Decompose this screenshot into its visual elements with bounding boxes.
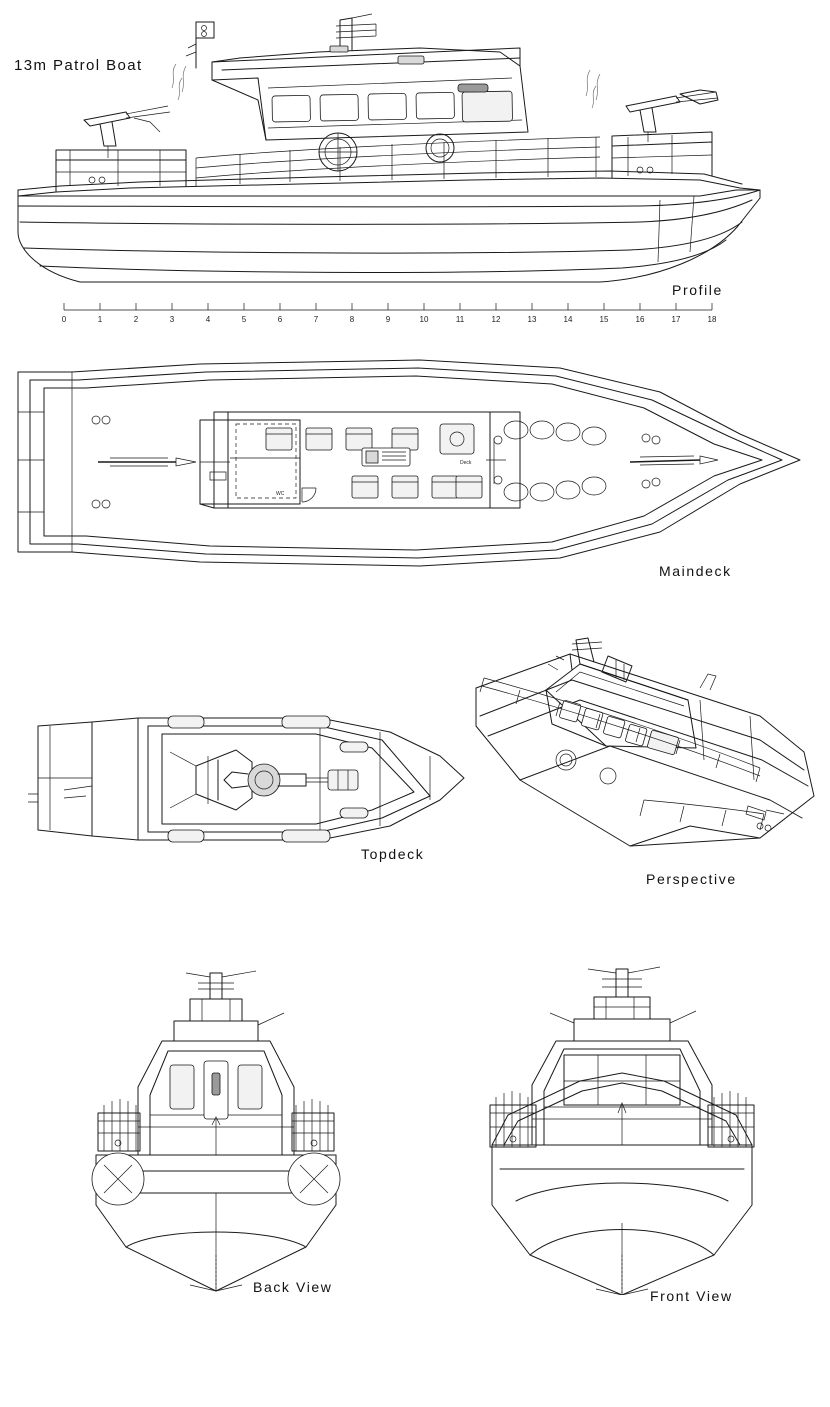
scale-tick-label: 18 (707, 315, 717, 324)
scale-tick-label: 12 (491, 315, 501, 324)
scale-tick-label: 16 (635, 315, 645, 324)
scale-tick-label: 4 (205, 315, 211, 324)
scale-tick-label: 11 (455, 315, 465, 324)
scale-tick-label: 7 (313, 315, 319, 324)
label-perspective: Perspective (646, 871, 737, 887)
scale-tick-label: 1 (97, 315, 103, 324)
profile-weapon-fwd (626, 90, 718, 142)
svg-text:WC: WC (276, 491, 285, 497)
view-topdeck (20, 690, 480, 920)
topdeck-mast (170, 750, 358, 810)
scale-tick-label: 15 (599, 315, 609, 324)
maindeck-bow-equipment (486, 412, 606, 508)
page-title: 13m Patrol Boat (14, 57, 143, 74)
topdeck-outline (28, 718, 464, 840)
label-profile: Profile (672, 282, 723, 298)
scale-tick-label: 3 (169, 315, 175, 324)
back-superstructure (138, 971, 294, 1155)
profile-hull (18, 171, 760, 282)
scale-tick-label: 0 (61, 315, 67, 324)
scale-tick-label: 17 (671, 315, 681, 324)
view-front (470, 955, 800, 1295)
scale-tick-label: 2 (133, 315, 139, 324)
label-front-view: Front View (650, 1288, 733, 1304)
scale-tick-label: 10 (419, 315, 429, 324)
view-back (70, 955, 400, 1295)
scale-tick-label: 14 (563, 315, 573, 324)
scale-tick-label: 5 (241, 315, 247, 324)
scale-tick-label: 13 (527, 315, 537, 324)
profile-deck-structure (56, 132, 712, 192)
profile-wheelhouse (186, 14, 528, 140)
front-superstructure (532, 967, 712, 1145)
label-maindeck: Maindeck (659, 563, 732, 579)
perspective-superstructure (546, 638, 696, 755)
profile-scale-bar (62, 303, 717, 324)
scale-tick-label: 8 (349, 315, 355, 324)
label-topdeck: Topdeck (361, 846, 425, 862)
perspective-railing (480, 678, 764, 830)
scale-tick-label: 9 (385, 315, 391, 324)
scale-tick-label: 6 (277, 315, 283, 324)
label-back-view: Back View (253, 1279, 333, 1295)
view-perspective (460, 630, 830, 890)
maindeck-seats (266, 424, 482, 498)
front-hull (492, 1145, 752, 1295)
svg-text:Deck: Deck (460, 460, 472, 466)
